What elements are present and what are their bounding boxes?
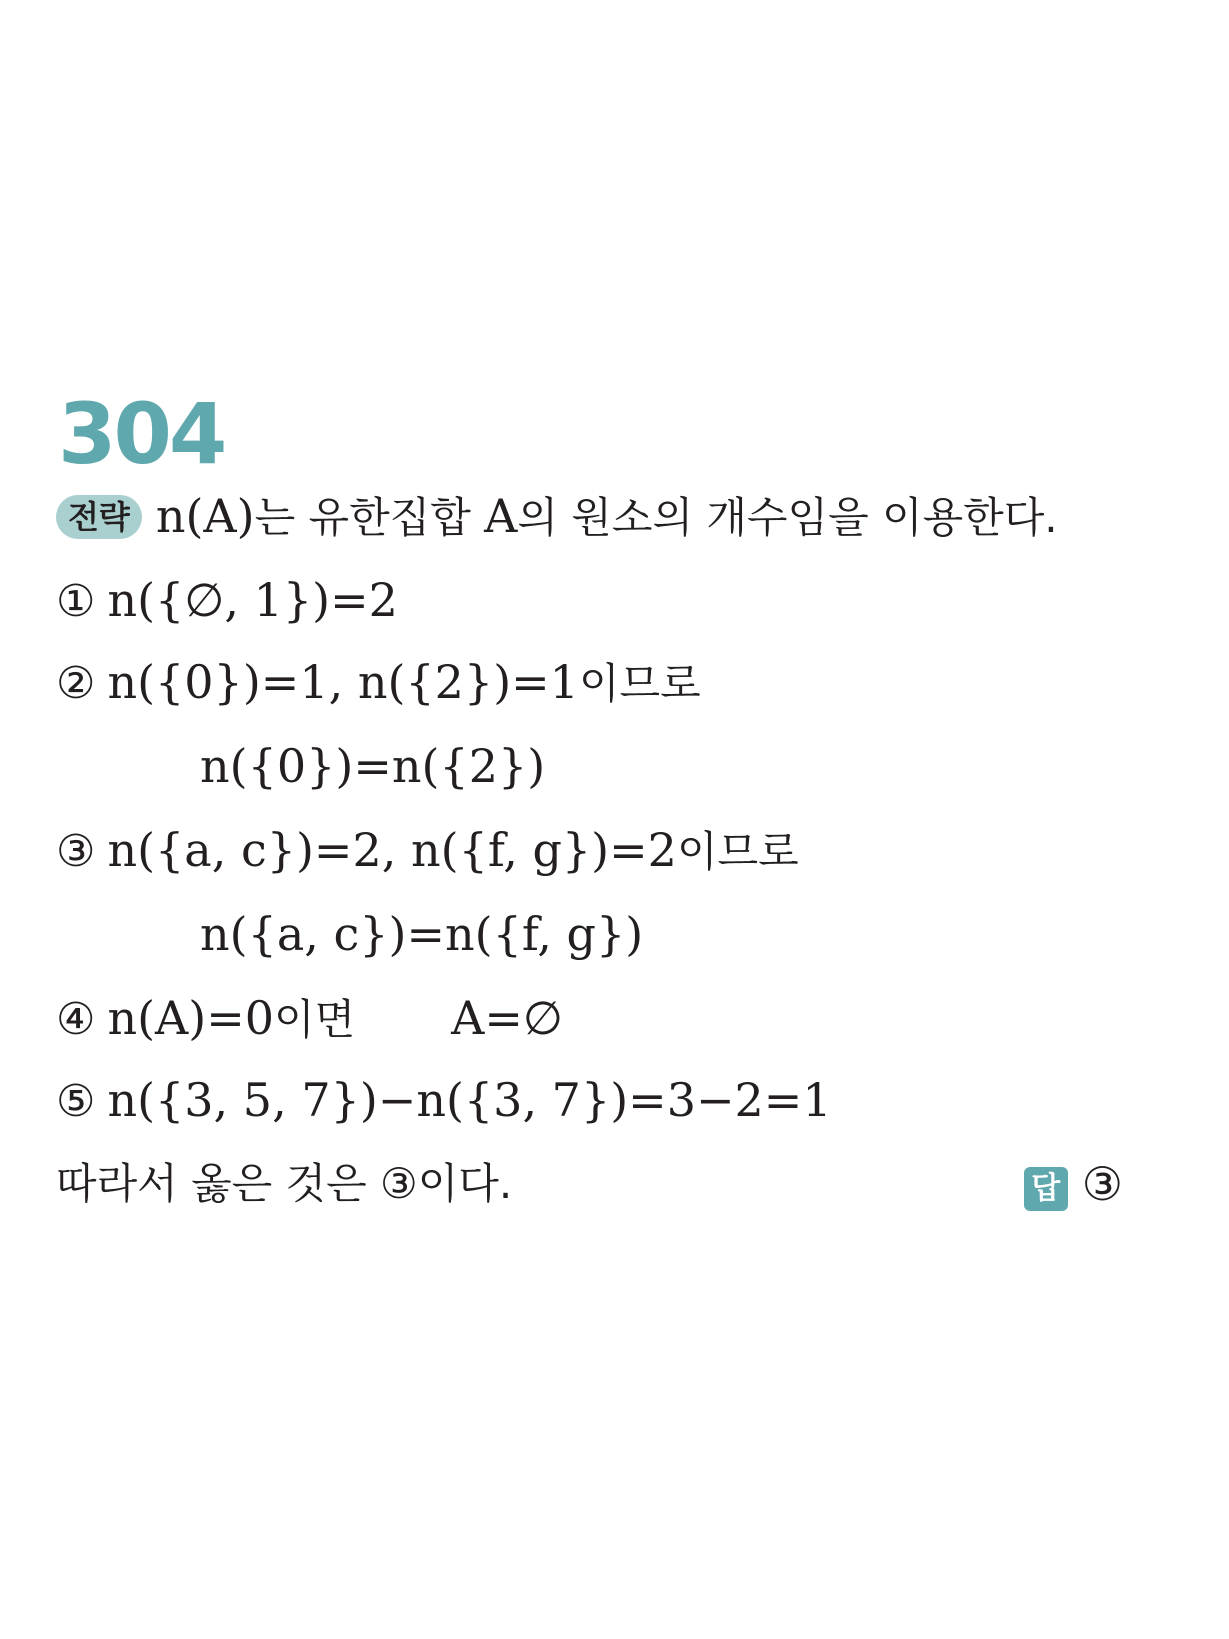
item-math: n({3, 5, 7})−n({3, 7})=3−2=1 <box>107 1073 832 1127</box>
solution-item-4 <box>56 988 563 1048</box>
solution-item-1 <box>56 570 398 630</box>
item-marker: ① <box>56 576 96 627</box>
conclusion-line <box>56 1154 512 1214</box>
item-suffix: 이므로 <box>578 659 701 708</box>
item-math: n({0})=n({2}) <box>200 739 546 793</box>
strategy-math-na: n(A) <box>155 489 255 543</box>
strategy-text-2: 의 원소의 개수임을 이용한다. <box>517 493 1058 542</box>
item-math: n({0})=1, n({2})=1 <box>107 655 579 709</box>
strategy-math-a: A <box>484 489 518 543</box>
solution-item-3-result <box>200 904 643 964</box>
strategy-text-1: 는 유한집합 <box>254 493 485 542</box>
strategy-line <box>56 486 1058 546</box>
item-math: n({a, c})=2, n({f, g})=2 <box>107 823 677 877</box>
problem-number: 304 <box>58 385 225 483</box>
item-math: n(A)=0 <box>107 991 275 1045</box>
item-suffix: 이면 <box>274 995 356 1044</box>
item-suffix: 이므로 <box>676 827 799 876</box>
conclusion-text: 따라서 옳은 것은 ③이다. <box>56 1159 513 1208</box>
item-math-result: A=∅ <box>451 991 564 1045</box>
item-marker: ③ <box>56 826 96 877</box>
item-marker: ② <box>56 658 96 709</box>
item-math: n({∅, 1})=2 <box>107 573 398 627</box>
item-marker: ⑤ <box>56 1076 96 1127</box>
solution-item-5 <box>56 1070 832 1130</box>
answer <box>1024 1154 1123 1214</box>
solution-item-2-result <box>200 736 545 796</box>
strategy-badge: 전략 <box>56 495 142 539</box>
solution-item-3 <box>56 820 799 880</box>
solution-item-2 <box>56 652 701 712</box>
answer-badge: 답 <box>1024 1167 1068 1211</box>
item-math: n({a, c})=n({f, g}) <box>200 907 644 961</box>
item-marker: ④ <box>56 994 96 1045</box>
answer-value: ③ <box>1081 1157 1123 1211</box>
